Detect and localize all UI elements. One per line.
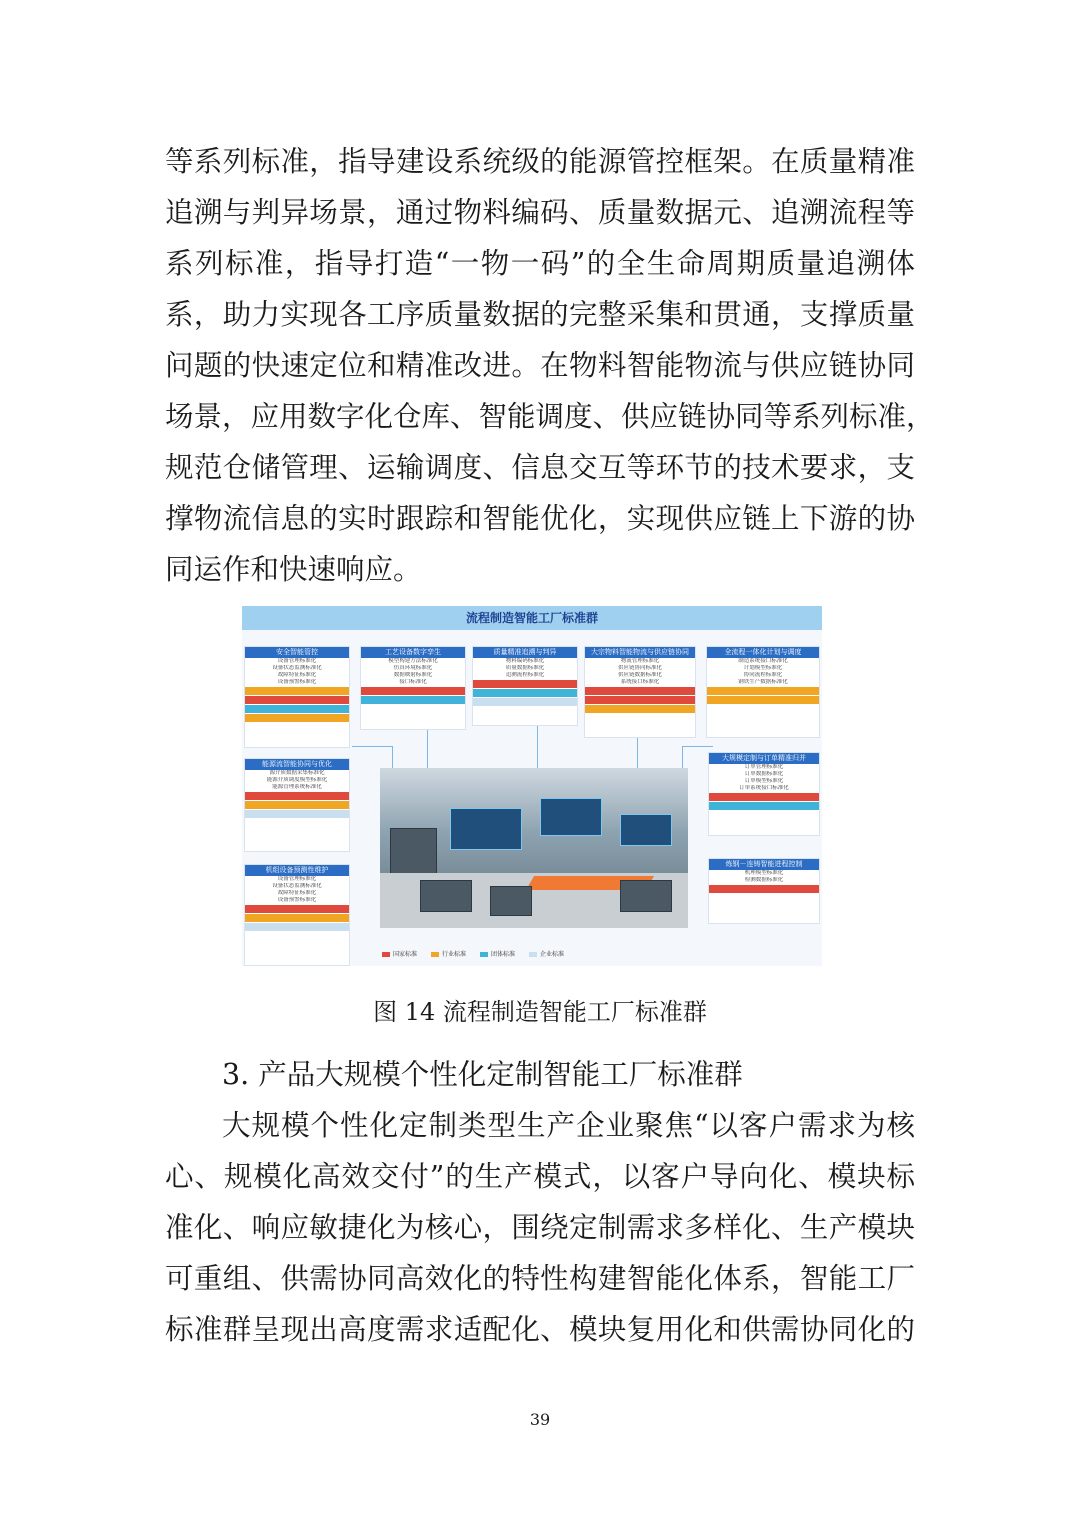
panel-safety-control xyxy=(244,646,350,748)
panel-logistics-supply-chain xyxy=(584,646,696,738)
text-line: 标准群呈现出高度需求适配化、模块复用化和供需协同化的 xyxy=(165,1313,915,1346)
panel-item: 设备状态监测标准化 xyxy=(272,665,322,671)
national-standard-tag xyxy=(585,687,695,695)
legend-item xyxy=(382,949,417,958)
panel-title: 质量精准追溯与判异 xyxy=(473,647,577,658)
section-heading: 3. 产品大规模个性化定制智能工厂标准群 xyxy=(222,1058,743,1091)
legend-swatch xyxy=(529,952,537,957)
legend-item xyxy=(431,949,466,958)
national-standard-tag xyxy=(473,680,577,688)
panel-predictive-maintenance xyxy=(244,864,350,966)
enterprise-standard-tag xyxy=(245,923,349,931)
panel-item: 订单管理标准化 xyxy=(744,764,784,770)
text-line: 大规模个性化定制类型生产企业聚焦“以客户需求为核 xyxy=(222,1109,915,1142)
text-line: 同运作和快速响应。 xyxy=(165,553,422,586)
panel-item: 设备管理标准化 xyxy=(277,876,317,882)
text-line: 规范仓储管理、运输调度、信息交互等环节的技术要求，支 xyxy=(165,451,915,484)
machine xyxy=(490,886,532,916)
text-line: 系列标准，指导打造“一物一码”的全生命周期质量追溯体 xyxy=(165,247,915,280)
group-standard-tag xyxy=(709,802,819,810)
panel-item: 供应链协同标准化 xyxy=(617,665,662,671)
panel-title: 能源流智能协同与优化 xyxy=(245,759,349,770)
figure-caption: 图 14 流程制造智能工厂标准群 xyxy=(373,998,707,1026)
industry-standard-tag xyxy=(245,687,349,695)
text-line: 心、规模化高效交付”的生产模式，以客户导向化、模块标 xyxy=(165,1160,915,1193)
legend-item xyxy=(529,949,564,958)
legend-item xyxy=(480,949,515,958)
panel-item: 数据映射标准化 xyxy=(393,672,433,678)
industry-standard-tag xyxy=(245,801,349,809)
legend-label: 国家标准 xyxy=(393,951,418,958)
text-line: 追溯与判异场景，通过物料编码、质量数据元、追溯流程等 xyxy=(165,196,915,229)
panel-item: 设备预警标准化 xyxy=(277,679,317,685)
industry-standard-tag xyxy=(585,705,695,713)
text-line: 撑物流信息的实时跟踪和智能优化，实现供应链上下游的协 xyxy=(165,502,915,535)
panel-item: 追溯流程标准化 xyxy=(505,672,545,678)
text-line: 可重组、供需协同高效化的特性构建智能化体系，智能工厂 xyxy=(165,1262,915,1295)
panel-item: 系统接口标准化 xyxy=(620,679,660,685)
panel-item: 设备管理标准化 xyxy=(277,658,317,664)
panel-item: 设备预警标准化 xyxy=(277,897,317,903)
national-standard-tag xyxy=(245,905,349,913)
panel-item: 模型构建方法标准化 xyxy=(388,658,438,664)
enterprise-standard-tag xyxy=(473,698,577,706)
panel-item: 设备状态监测标准化 xyxy=(272,883,322,889)
national-standard-tag xyxy=(245,696,349,704)
industry-standard-tag xyxy=(245,714,349,722)
panel-digital-twin xyxy=(360,646,466,730)
panel-title: 炼钢－连铸智能进程控制 xyxy=(709,859,819,870)
text-line: 准化、响应敏捷化为核心，围绕定制需求多样化、生产模块 xyxy=(165,1211,915,1244)
connector-line xyxy=(537,724,539,774)
national-standard-tag xyxy=(709,885,819,893)
figure-title: 流程制造智能工厂标准群 xyxy=(242,606,822,630)
machine xyxy=(620,880,672,912)
panel-item: 质量数据标准化 xyxy=(505,665,545,671)
factory-illustration xyxy=(380,768,688,928)
panel-item: 物料编码标准化 xyxy=(505,658,545,664)
panel-item: 仿真环境标准化 xyxy=(393,665,433,671)
standards-figure xyxy=(242,606,822,966)
panel-item: 订单系统接口标准化 xyxy=(739,785,789,791)
panel-item: 供应链数据标准化 xyxy=(617,672,662,678)
panel-title: 大宗物料智能物流与供应链协同 xyxy=(585,647,695,658)
text-line: 等系列标准，指导建设系统级的能源管控框架。在质量精准 xyxy=(165,145,915,178)
group-standard-tag xyxy=(245,705,349,713)
group-standard-tag xyxy=(361,696,465,704)
panel-item: 故障特征标准化 xyxy=(277,672,317,678)
panel-item: 机理模型标准化 xyxy=(744,870,784,876)
text-line: 问题的快速定位和精准改进。在物料智能物流与供应链协同 xyxy=(165,349,915,382)
panel-item: 接口标准化 xyxy=(399,679,427,685)
panel-energy-optimization xyxy=(244,758,350,852)
panel-title: 工艺设备数字孪生 xyxy=(361,647,465,658)
panel-item: 检测数据标准化 xyxy=(744,877,784,883)
display-screen xyxy=(620,814,672,846)
panel-planning-scheduling xyxy=(706,646,820,738)
legend-label: 团体标准 xyxy=(491,951,516,958)
panel-item: 能源介质调度模型标准化 xyxy=(266,777,328,783)
paragraph-bottom xyxy=(165,1100,915,1355)
panel-item: 协同流程标准化 xyxy=(743,672,783,678)
panel-item: 故障特征标准化 xyxy=(277,890,317,896)
industry-standard-tag xyxy=(245,914,349,922)
panel-item: 能源管理系统标准化 xyxy=(272,784,322,790)
panel-quality-traceability xyxy=(472,646,578,726)
machine xyxy=(420,880,472,912)
industry-standard-tag xyxy=(707,687,819,695)
group-standard-tag xyxy=(473,689,577,697)
industry-standard-tag xyxy=(707,696,819,704)
panel-steelmaking-control xyxy=(708,858,820,924)
legend-swatch xyxy=(480,952,488,957)
panel-item: 订单数据标准化 xyxy=(744,771,784,777)
panel-item: 订单模型标准化 xyxy=(744,778,784,784)
paragraph-top xyxy=(165,136,935,595)
legend-swatch xyxy=(431,952,439,957)
text-line: 场景，应用数字化仓库、智能调度、供应链协同等系列标准， xyxy=(165,400,935,433)
panel-title: 大规模定制与订单精准归并 xyxy=(709,753,819,764)
legend-swatch xyxy=(382,952,390,957)
text-line: 系，助力实现各工序质量数据的完整采集和贯通，支撑质量 xyxy=(165,298,915,331)
national-standard-tag xyxy=(245,792,349,800)
panel-order-customization xyxy=(708,752,820,836)
display-screen xyxy=(450,808,522,850)
display-screen xyxy=(540,798,602,836)
national-standard-tag xyxy=(361,687,465,695)
panel-title: 安全智能管控 xyxy=(245,647,349,658)
page-number: 39 xyxy=(529,1410,551,1429)
panel-title: 全流程一体化计划与调度 xyxy=(707,647,819,658)
panel-item: 物流管理标准化 xyxy=(620,658,660,664)
figure-legend xyxy=(382,949,564,958)
panel-title: 机组设备预测性维护 xyxy=(245,865,349,876)
legend-label: 行业标准 xyxy=(442,951,467,958)
national-standard-tag xyxy=(585,696,695,704)
national-standard-tag xyxy=(709,793,819,801)
legend-label: 企业标准 xyxy=(540,951,565,958)
panel-item: 计划模型标准化 xyxy=(743,665,783,671)
panel-item: 钢铁生产数据标准化 xyxy=(738,679,788,685)
enterprise-standard-tag xyxy=(245,810,349,818)
panel-item: 制造系统接口标准化 xyxy=(738,658,788,664)
panel-item: 源介质数据采集标准化 xyxy=(269,770,325,776)
